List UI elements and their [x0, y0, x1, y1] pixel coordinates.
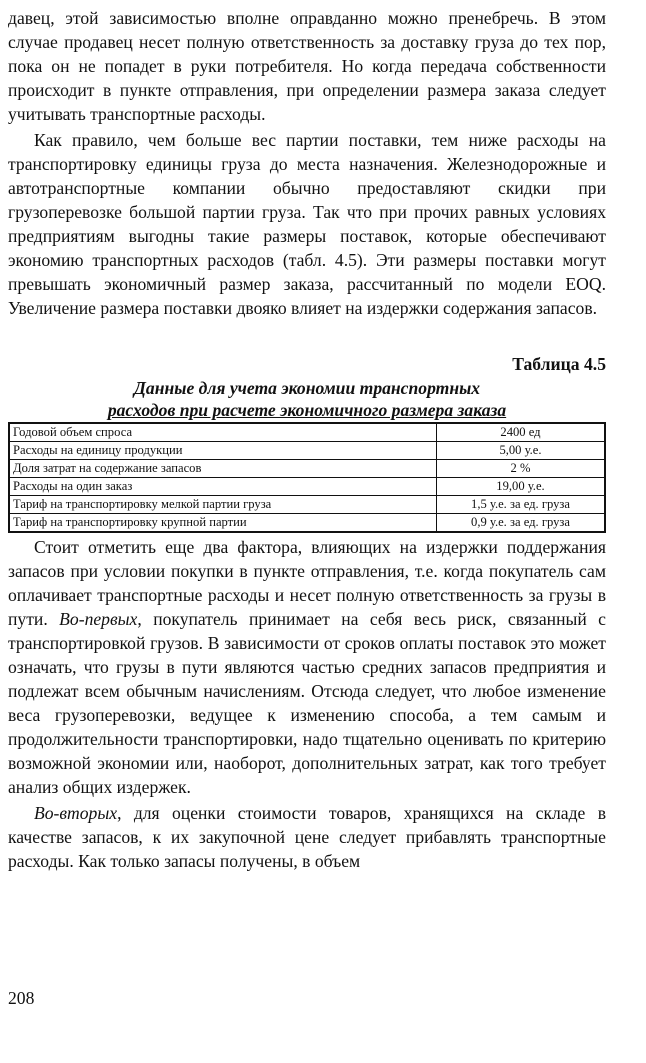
- paragraph-1: давец, этой зависимостью вполне оправданно можно пренебречь. В этом случае продавец несет полную ответственность за доставку груза до тех пор, пока он не попадет в руки потребителя. Но когда передача собственности происходит в пункте отправления, при определении размера заказа следует учитывать транспортные расходы.: [8, 8, 606, 124]
- table-row: [9, 514, 605, 533]
- book-page: [8, 0, 606, 873]
- table-row: [9, 478, 605, 496]
- row-value: 2400 ед: [437, 423, 606, 442]
- table-row: [9, 423, 605, 442]
- row-value: 1,5 у.е. за ед. груза: [437, 496, 606, 514]
- row-name: Годовой объем спроса: [9, 423, 437, 442]
- table-row: [9, 460, 605, 478]
- paragraph-3-emphasis: Во-первых: [59, 609, 138, 629]
- table-title: [8, 377, 606, 421]
- table-title-line-1: Данные для учета экономии транспортных: [133, 378, 481, 398]
- paragraph-4-emphasis: Во-вторых: [34, 803, 118, 823]
- row-name: Расходы на один заказ: [9, 478, 437, 496]
- row-name: Расходы на единицу продукции: [9, 442, 437, 460]
- row-value: 0,9 у.е. за ед. груза: [437, 514, 606, 533]
- row-name: Доля затрат на содержание запасов: [9, 460, 437, 478]
- row-value: 19,00 у.е.: [437, 478, 606, 496]
- paragraph-3: [8, 535, 606, 799]
- paragraph-4-text: , для оценки стоимости товаров, хранящихся на складе в качестве запасов, к их закупочной цене следует прибавлять транспортные расходы. Как только запасы получены, в объем: [8, 803, 606, 871]
- paragraph-3-text-a: Стоит отметить еще два фактора, влияющих на издержки поддержания запасов при условии покупки в пункте отправления, т.е. когда покупатель сам оплачивает транспортные расходы и несет полную ответственность за грузы в пути.: [8, 537, 606, 629]
- paragraph-4: [8, 801, 606, 873]
- row-name: Тариф на транспортировку крупной партии: [9, 514, 437, 533]
- paragraph-3-text-b: , покупатель принимает на себя весь риск, связанный с транспортировкой грузов. В зависимости от сроков оплаты поставок это может означать, что грузы в пути являются частью средних запасов предприятия и подлежат всем обычным начислениям. Отсюда следует, что любое изменение веса грузоперевозки, ведущее к изменению способа, а тем самым и продолжительности транспортировки, надо тщательно оценивать по критерию возможной экономии или, наоборот, дополнительных затрат, как того требует анализ общих издержек.: [8, 609, 606, 797]
- page-number: 208: [8, 988, 35, 1008]
- row-value: 2 %: [437, 460, 606, 478]
- paragraph-2: Как правило, чем больше вес партии поставки, тем ниже расходы на транспортировку единицы груза до места назначения. Железнодорожные и автотранспортные компании обычно предоставляют скидки при грузоперевозке большой партии груза. Так что при прочих равных условиях предприятиям выгодны такие размеры поставок, которые обеспечивают экономию транспортных расходов (табл. 4.5). Эти размеры поставки могут превышать экономичный размер заказа, рассчитанный по модели EOQ. Увеличение размера поставки двояко влияет на издержки содержания запасов.: [8, 130, 606, 318]
- row-value: 5,00 у.е.: [437, 442, 606, 460]
- data-table: [8, 422, 606, 533]
- table-title-line-2: расходов при расчете экономичного размера заказа: [107, 400, 507, 420]
- table-label: Таблица 4.5: [512, 354, 606, 374]
- table-row: [9, 496, 605, 514]
- row-name: Тариф на транспортировку мелкой партии груза: [9, 496, 437, 514]
- table-row: [9, 442, 605, 460]
